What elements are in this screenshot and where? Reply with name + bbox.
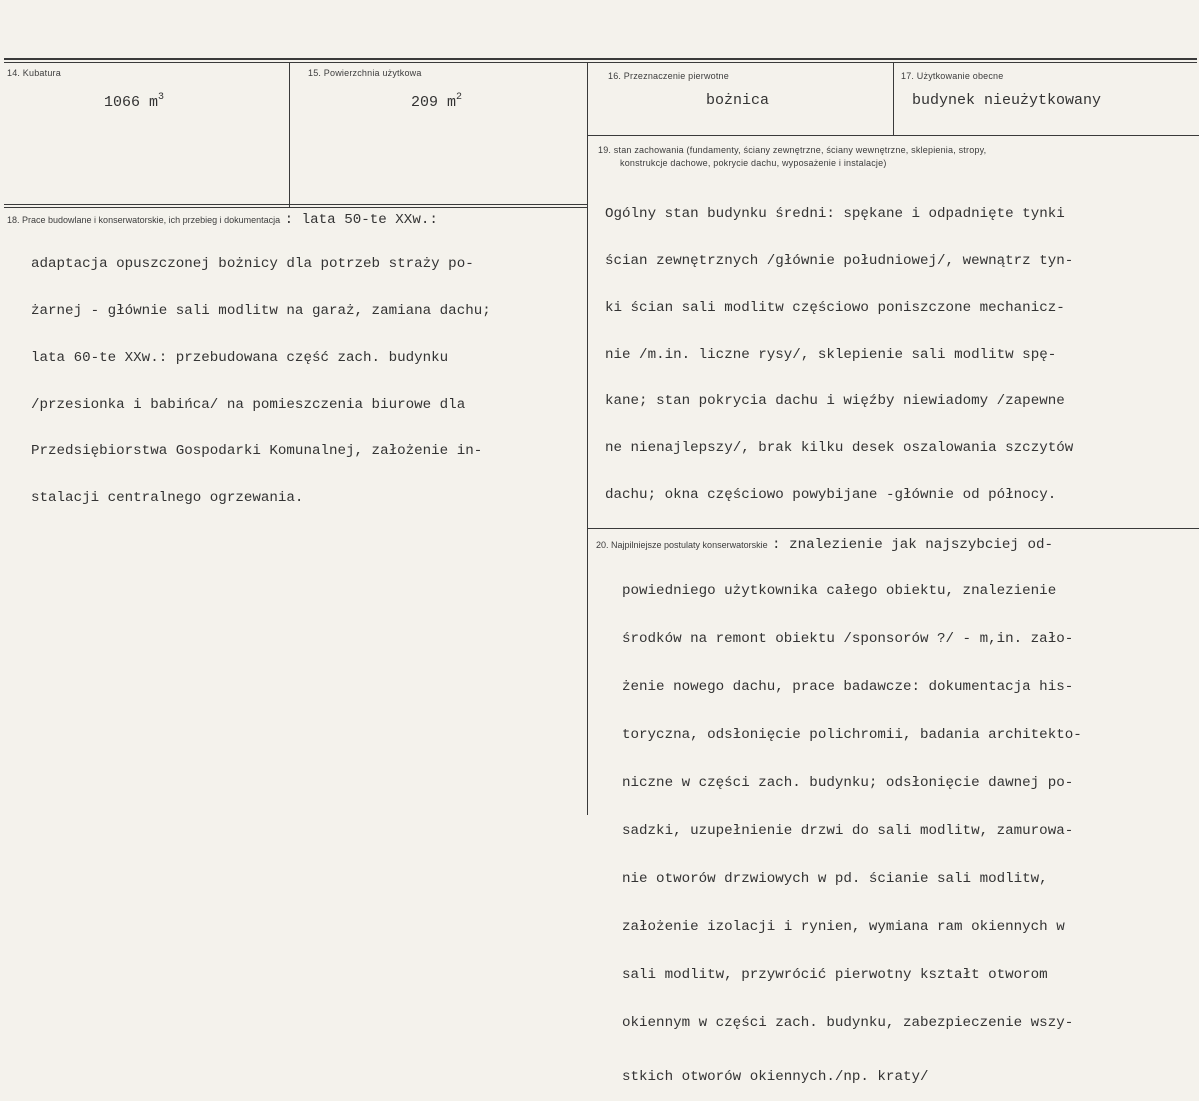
field-20-text xyxy=(622,551,1082,1101)
field-18-line: /przesionka i babińca/ na pomieszczenia biurowe dla xyxy=(31,396,466,413)
field-17-value: budynek nieużytkowany xyxy=(912,92,1102,109)
rule-18-top-2 xyxy=(4,207,587,208)
field-18-line: lata 60-te XXw.: przebudowana część zach. budynku xyxy=(31,349,449,366)
field-19-label-line1: 19. stan zachowania (fundamenty, ściany zewnętrzne, ściany wewnętrzne, sklepienia, stropy, xyxy=(598,145,987,155)
field-18-line: adaptacja opuszczonej bożnicy dla potrzeb straży po- xyxy=(31,256,474,273)
field-18-first-line: : lata 50-te XXw.: xyxy=(284,212,438,228)
field-19-line: Ogólny stan budynku średni: spękane i odpadnięte tynki xyxy=(605,206,1065,223)
field-15-value xyxy=(411,92,462,111)
field-19-line: ścian zewnętrznych /głównie południowej/, wewnątrz tyn- xyxy=(605,252,1074,269)
field-20-line: powiedniego użytkownika całego obiektu, znalezienie xyxy=(622,583,1057,599)
field-20-line: niczne w części zach. budynku; odsłonięcie dawnej po- xyxy=(622,775,1074,791)
field-18-line: żarnej - głównie sali modlitw na garaż, zamiana dachu; xyxy=(31,302,491,319)
field-19-line: ne nienajlepszy/, brak kilku desek oszalowania szczytów xyxy=(605,440,1074,457)
field-15-number: 209 m xyxy=(411,94,457,111)
field-16-value: bożnica xyxy=(706,92,770,109)
field-19-line: kane; stan pokrycia dachu i więźby niewiadomy /zapewne xyxy=(605,393,1065,410)
field-20-label: 20. Najpilniejsze postulaty konserwatorskie xyxy=(596,540,768,550)
field-19-label-line2: konstrukcje dachowe, pokrycie dachu, wyposażenie i instalacje) xyxy=(620,158,887,168)
field-18-line: stalacji centralnego ogrzewania. xyxy=(31,490,304,507)
field-15-label: 15. Powierzchnia użytkowa xyxy=(308,68,422,78)
field-20-line: okiennym w części zach. budynku, zabezpieczenie wszy- xyxy=(622,1015,1074,1031)
field-20-line: nie otworów drzwiowych w pd. ścianie sali modlitw, xyxy=(622,871,1048,887)
field-15-unit-exponent: 2 xyxy=(456,92,463,103)
divider-v2 xyxy=(587,63,588,815)
field-18-label: 18. Prace budowlane i konserwatorskie, ich przebieg i dokumentacja xyxy=(7,215,281,225)
field-14-number: 1066 m xyxy=(104,94,159,111)
top-rule-second xyxy=(4,62,1197,63)
field-19-line: ki ścian sali modlitw częściowo poniszczone mechanicz- xyxy=(605,299,1065,316)
field-18-line: Przedsiębiorstwa Gospodarki Komunalnej, założenie in- xyxy=(31,443,483,460)
field-18-text xyxy=(31,226,491,522)
field-20-first-line: : znalezienie jak najszybciej od- xyxy=(772,537,1054,553)
rule-18-top xyxy=(4,204,587,205)
field-14-label: 14. Kubatura xyxy=(7,68,61,78)
field-20-line: sali modlitw, przywrócić pierwotny kształt otworom xyxy=(622,967,1048,983)
field-19-line: nie /m.in. liczne rysy/, sklepienie sali modlitw spę- xyxy=(605,346,1057,363)
rule-19-top xyxy=(588,135,1199,136)
divider-v3 xyxy=(893,63,894,136)
field-19-line: dachu; okna częściowo powybijane -głównie od północy. xyxy=(605,486,1057,503)
field-20-line: sadzki, uzupełnienie drzwi do sali modlitw, zamurowa- xyxy=(622,823,1074,839)
divider-v1 xyxy=(289,63,290,208)
field-17-label: 17. Użytkowanie obecne xyxy=(901,71,1004,81)
field-14-unit-exponent: 3 xyxy=(158,92,165,103)
field-20-line: stkich otworów okiennych./np. kraty/ xyxy=(622,1069,929,1085)
field-20-line: żenie nowego dachu, prace badawcze: dokumentacja his- xyxy=(622,679,1074,695)
field-14-value xyxy=(104,92,164,111)
field-16-label: 16. Przeznaczenie pierwotne xyxy=(608,71,729,81)
field-19-text xyxy=(605,176,1073,519)
field-20-line: środków na remont obiektu /sponsorów ?/ - m,in. zało- xyxy=(622,631,1074,647)
top-rule xyxy=(4,58,1197,60)
field-20-line: założenie izolacji i rynien, wymiana ram okiennych w xyxy=(622,919,1065,935)
field-20-line: toryczna, odsłonięcie polichromii, badania architekto- xyxy=(622,727,1082,743)
rule-20-top xyxy=(588,528,1199,529)
